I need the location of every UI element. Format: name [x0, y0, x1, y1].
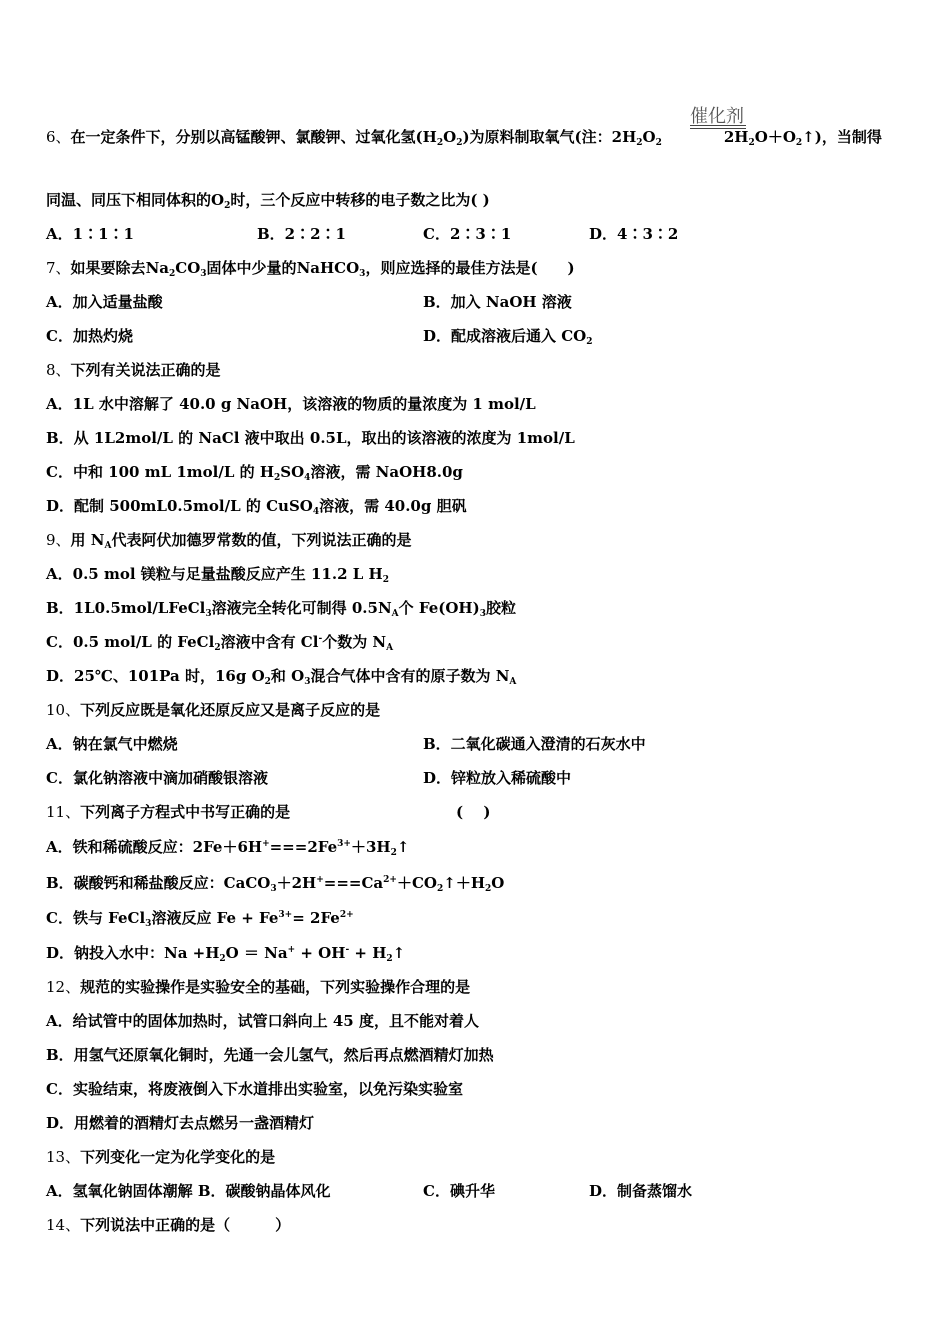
question-12-option-a: A．给试管中的固体加热时，试管口斜向上 45 度，且不能对着人: [46, 1012, 479, 1030]
question-10-option-a: A．钠在氯气中燃烧: [46, 735, 178, 753]
question-12-option-b: B．用氢气还原氧化铜时，先通一会儿氢气，然后再点燃酒精灯加热: [46, 1046, 494, 1064]
question-9-option-a: A．0.5 mol 镁粒与足量盐酸反应产生 11.2 L $H_2$: [46, 565, 389, 585]
question-10-options-ab: [46, 734, 846, 754]
question-9-option-b: B．1L0.5mol/LFeCl$_3$溶液完全转化可制得 $0.5N_A$个 $Fe(OH)_3$胶粒: [46, 599, 516, 619]
catalyst-label: 催化剂: [690, 106, 744, 127]
question-8-option-c: C．中和 100 mL 1mol/L 的 $H_2SO_4$溶液，需 NaOH8.0g: [46, 463, 463, 483]
question-11-option-b: B．碳酸钙和稀盐酸反应：$CaCO_3+2H^+===Ca^{2+}+CO_2↑+H_2O$: [46, 874, 505, 894]
question-10-option-c: C．氯化钠溶液中滴加硝酸银溶液: [46, 769, 268, 787]
question-13-stem: [46, 1147, 275, 1167]
question-13-option-c: C．碘升华: [423, 1182, 495, 1200]
question-13-number: 13、: [46, 1148, 81, 1166]
question-7-option-d: D．配成溶液后通入 $CO_2$: [423, 327, 593, 347]
question-7-option-c: C．加热灼烧: [46, 327, 133, 345]
question-6-text-b: )为原料制取氧气(注：: [462, 128, 612, 146]
question-6-line-2: 同温、同压下相同体积的$O_2$时，三个反应中转移的电子数之比为( ): [46, 191, 490, 211]
question-8-stem: [46, 360, 221, 380]
question-11-option-c: C．铁与 FeCl$_3$溶液反应 $Fe + Fe^{3+}= 2Fe^{2+}$: [46, 909, 354, 929]
question-10-option-d: D．锌粒放入稀硫酸中: [423, 769, 572, 787]
question-10-text: 下列反应既是氧化还原反应又是离子反应的是: [80, 701, 381, 719]
question-13-text: 下列变化一定为化学变化的是: [80, 1148, 276, 1166]
question-6-options: [46, 224, 846, 244]
question-6-option-b: B．2∶2∶1: [257, 225, 346, 243]
question-11-number: 11、: [46, 803, 81, 821]
question-6-option-d: D．4∶3∶2: [589, 225, 679, 243]
question-7-stem: 7、如果要除去$Na_2CO_3$固体中少量的NaHCO$_3$，则应选择的最佳方法是( ): [46, 259, 575, 279]
question-12-text: 规范的实验操作是实验安全的基础，下列实验操作合理的是: [80, 978, 471, 996]
question-8-option-d: D．配制 500mL0.5mol/L 的 CuSO$_4$溶液，需 40.0g 胆矾: [46, 497, 467, 517]
question-14-stem: [46, 1215, 290, 1235]
question-6-number: 6、: [46, 128, 71, 146]
question-14-text: 下列说法中正确的是（ ）: [80, 1216, 291, 1234]
question-7-option-b: B．加入 NaOH 溶液: [423, 293, 572, 311]
question-8-number: 8、: [46, 361, 71, 379]
question-9-number: 9、: [46, 531, 71, 549]
question-8-option-b: B．从 1L2mol/L 的 NaCl 液中取出 0.5L，取出的该溶液的浓度为 1mol/L: [46, 429, 575, 447]
question-7-text-a: 如果要除去: [70, 259, 146, 277]
question-12-stem: [46, 977, 470, 997]
question-11-answer-paren: ( ): [456, 803, 491, 821]
question-7-number: 7、: [46, 259, 71, 277]
question-11-text: 下列离子方程式中书写正确的是: [80, 803, 291, 821]
question-9-option-d: D．25℃、101Pa 时，16g $O_2$和 $O_3$混合气体中含有的原子数为 $N_A$: [46, 667, 517, 687]
question-7-options-cd: [46, 326, 846, 346]
question-6-text-c: ，当制得: [821, 128, 882, 146]
question-9-option-c: C．0.5 mol/L 的 FeCl$_2$溶液中含有 Cl-个数为 $N_A$: [46, 633, 394, 653]
question-10-stem: [46, 700, 380, 720]
question-12-option-d: D．用燃着的酒精灯去点燃另一盏酒精灯: [46, 1114, 315, 1132]
equation-bar-top: [690, 125, 746, 126]
question-6-text-a: 在一定条件下，分别以高锰酸钾、氯酸钾、过氧化氢(: [70, 128, 423, 146]
question-6-option-a: A．1∶1∶1: [46, 225, 134, 243]
question-6-line-1: 6、在一定条件下，分别以高锰酸钾、氯酸钾、过氧化氢$(H_2O_2)$为原料制取氧气(注：$2H_2O_2$ $2H_2O+O_2↑$)，当制得: [46, 128, 882, 148]
question-6-line2-a: 同温、同压下相同体积的: [46, 191, 212, 209]
question-7-text-c: ，则应选择的最佳方法是( ): [365, 259, 575, 277]
question-7-option-a: A．加入适量盐酸: [46, 293, 163, 311]
question-11-option-a: A．铁和稀硫酸反应：$2Fe+6H^+===2Fe^{3+}+3H_2↑$: [46, 838, 410, 858]
question-12-number: 12、: [46, 978, 81, 996]
question-10-option-b: B．二氧化碳通入澄清的石灰水中: [423, 735, 646, 753]
question-6-option-c: C．2∶3∶1: [423, 225, 512, 243]
question-13-option-d: D．制备蒸馏水: [589, 1182, 693, 1200]
question-13-options: [46, 1181, 846, 1201]
question-8-option-a: A．1L 水中溶解了 40.0 g NaOH，该溶液的物质的量浓度为 1 mol/L: [46, 395, 536, 413]
question-12-option-c: C．实验结束，将废液倒入下水道排出实验室，以免污染实验室: [46, 1080, 463, 1098]
question-10-options-cd: [46, 768, 846, 788]
question-8-text: 下列有关说法正确的是: [70, 361, 221, 379]
question-14-number: 14、: [46, 1216, 81, 1234]
question-6-line2-b: 时，三个反应中转移的电子数之比为( ): [230, 191, 490, 209]
question-13-option-ab: A．氢氧化钠固体潮解 B．碳酸钠晶体风化: [46, 1182, 331, 1200]
question-7-options-ab: [46, 292, 846, 312]
question-10-number: 10、: [46, 701, 81, 719]
question-7-text-b: 固体中少量的: [206, 259, 297, 277]
question-11-stem: [46, 802, 846, 822]
question-11-option-d: D．钠投入水中：$Na +H_2O = Na^+ + OH^-$ + $H_2↑$: [46, 944, 406, 964]
question-9-stem: 9、用 $N_A$代表阿伏加德罗常数的值，下列说法正确的是: [46, 531, 412, 551]
